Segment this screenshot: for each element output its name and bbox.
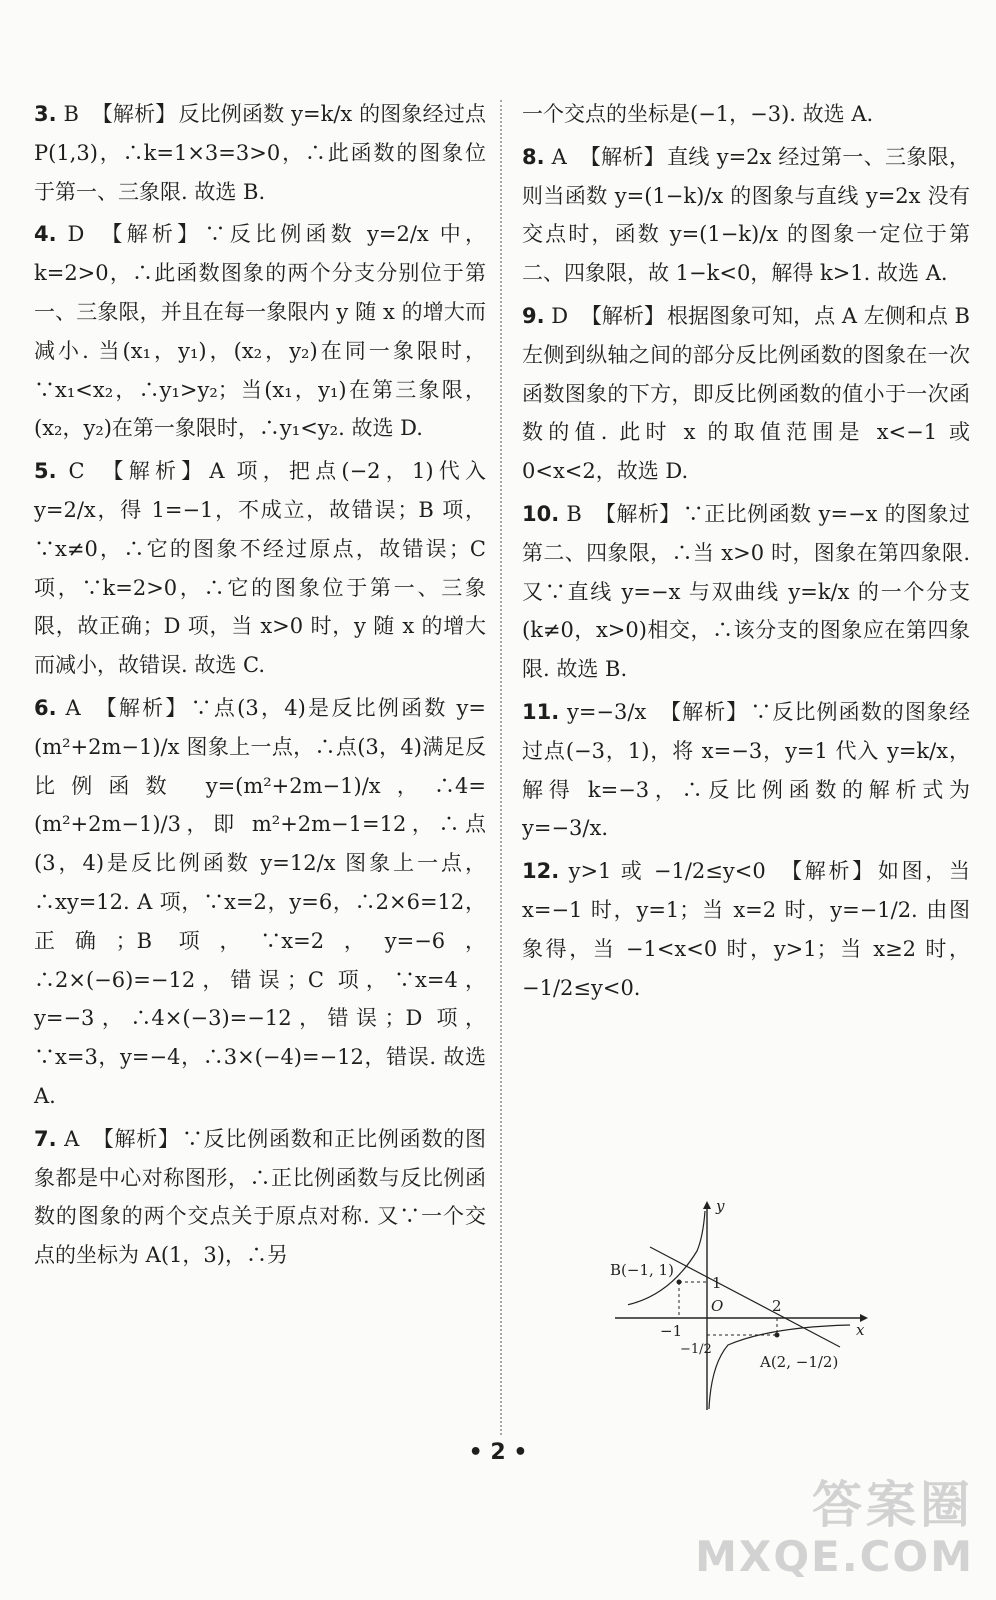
page-number: • 2 • [468,1440,528,1465]
right-column [522,95,970,1011]
analysis-tag: 【解析】 [95,695,189,720]
item-explanation: ∵点(3，4)是反比例函数 y=(m²+2m−1)/x 图象上一点，∴点(3，4)满足反比例函数 y=(m²+2m−1)/x，∴4=(m²+2m−1)/3，即 m²+2m−1=12，∴点(3，4)是反比例函数 y=12/x 图象上一点，∴xy=12. A 项，∵x=2，y=6，∴2×6=12，正确；B 项，∵x=2，y=−6，∴2×(−6)=−12，错误；C 项，∵x=4，y=−3，∴4×(−3)=−12，错误；D 项，∵x=3，y=−4，∴3×(−4)=−12，错误. 故选 A. [34,695,486,1108]
answer-item-4 [34,215,486,448]
item-number: 7. [34,1126,57,1151]
answer-item-11 [522,693,970,848]
answer-item-7 [34,1120,486,1275]
x-axis-label: x [856,1321,865,1339]
item-explanation: 直线 y=2x 经过第一、三象限，则当函数 y=(1−k)/x 的图象与直线 y=2x 没有交点时，函数 y=(1−k)/x 的图象一定位于第二、四象限，故 1−k<0，解得 k>1. 故选 A. [522,144,970,286]
item-number: 11. [522,699,560,724]
watermark-logo [695,1476,974,1580]
watermark-line2: MXQE.COM [695,1532,974,1581]
point-b-label: B(−1, 1) [610,1261,674,1279]
y-axis-arrow [703,1201,711,1209]
item-answer: C [68,459,85,484]
watermark-line1: 答案圈 [812,1476,974,1534]
item-number: 5. [34,459,57,484]
item-number: 10. [522,501,560,526]
item-answer: D [67,222,85,247]
item-answer: A [551,144,567,169]
answer-item-9 [522,297,970,491]
item-explanation: ∵反比例函数 y=2/x 中，k=2>0，∴此函数图象的两个分支分别位于第一、三象限，并且在每一象限内 y 随 x 的增大而减小. 当(x₁，y₁)，(x₂，y₂)在同一象限时，∵x₁<x₂，∴y₁>y₂；当(x₁，y₁)在第三象限，(x₂，y₂)在第一象限时，∴y₁<y₂. 故选 D. [34,222,486,441]
answer-item-12 [522,852,970,1007]
function-graph [610,1195,880,1420]
item-number: 8. [522,144,545,169]
y-axis-label: y [716,1197,725,1215]
item-answer: y>1 或 −1/2≤y<0 [568,859,766,884]
item-number: 3. [34,102,57,126]
answer-item-3 [34,95,486,211]
item-number: 4. [34,222,57,247]
item-answer: A [64,1126,80,1151]
origin-label: O [711,1297,724,1315]
answer-item-6 [34,689,486,1116]
item-explanation: ∵反比例函数和正比例函数的图象都是中心对称图形，∴正比例函数与反比例函数的图象的两个交点关于原点对称. 又∵一个交点的坐标为 A(1，3)，∴另 [34,1126,487,1268]
item-explanation: 反比例函数 y=k/x 的图象经过点 P(1,3)，∴k=1×3=3>0，∴此函数的图象位于第一、三象限. 故选 B. [34,102,486,204]
analysis-tag: 【解析】 [102,459,208,484]
item-explanation: 如图，当 x=−1 时，y=1；当 x=2 时，y=−1/2. 由图象得，当 −1<x<0 时，y>1；当 x≥2 时，−1/2≤y<0. [522,859,970,1000]
item-explanation: A 项，把点(−2，1)代入 y=2/x，得 1=−1，不成立，故错误；B 项，∵x≠0，∴它的图象不经过原点，故错误；C 项，∵k=2>0，∴它的图象位于第一、三象限，故正确；D 项，当 x>0 时，y 随 x 的增大而减小，故错误. 故选 C. [34,459,486,678]
analysis-tag: 【解析】 [101,222,203,247]
item-7-continuation: 一个交点的坐标是(−1，−3). 故选 A. [522,102,874,126]
hyperbola-branch-second-quadrant [628,1211,705,1305]
analysis-tag: 【解析】 [92,1126,180,1151]
tick-x-2: 2 [772,1297,782,1315]
tick-y-1: 1 [712,1274,722,1292]
point-a-marker [775,1333,780,1338]
item-answer: D [551,303,569,328]
item-answer: B [566,501,582,526]
point-b-marker [677,1280,682,1285]
item-explanation: ∵反比例函数的图象经过点(−3，1)，将 x=−3，y=1 代入 y=k/x，解得 k=−3，∴反比例函数的解析式为 y=−3/x. [522,699,970,841]
analysis-tag: 【解析】 [781,859,876,884]
item-number: 6. [34,695,57,720]
item-number: 12. [522,859,560,884]
analysis-tag: 【解析】 [91,102,177,126]
analysis-tag: 【解析】 [579,144,666,169]
answer-item-8 [522,138,970,293]
left-column [34,95,486,1279]
answer-item-5 [34,452,486,685]
item-answer: A [65,695,81,720]
tick-y-neg-half: −1/2 [680,1342,712,1357]
analysis-tag: 【解析】 [580,303,665,328]
column-divider [500,100,502,1435]
analysis-tag: 【解析】 [660,699,749,724]
item-answer: y=−3/x [566,699,647,724]
answer-item-10 [522,495,970,689]
item-explanation: ∵正比例函数 y=−x 的图象过第二、四象限，∴当 x>0 时，图象在第四象限. 又∵直线 y=−x 与双曲线 y=k/x 的一个分支(k≠0，x>0)相交，∴该分支的图象应在第四象限. 故选 B. [522,501,971,682]
item-answer: B [63,102,79,126]
item-number: 9. [522,303,545,328]
point-a-label: A(2, −1/2) [760,1353,839,1371]
tick-x-neg1: −1 [660,1322,683,1340]
item-explanation: 根据图象可知，点 A 左侧和点 B 左侧到纵轴之间的部分反比例函数的图象在一次函数图象的下方，即反比例函数的值小于一次函数的值. 此时 x 的取值范围是 x<−1 或 0<x<2，故选 D. [522,303,970,484]
analysis-tag: 【解析】 [594,501,681,526]
